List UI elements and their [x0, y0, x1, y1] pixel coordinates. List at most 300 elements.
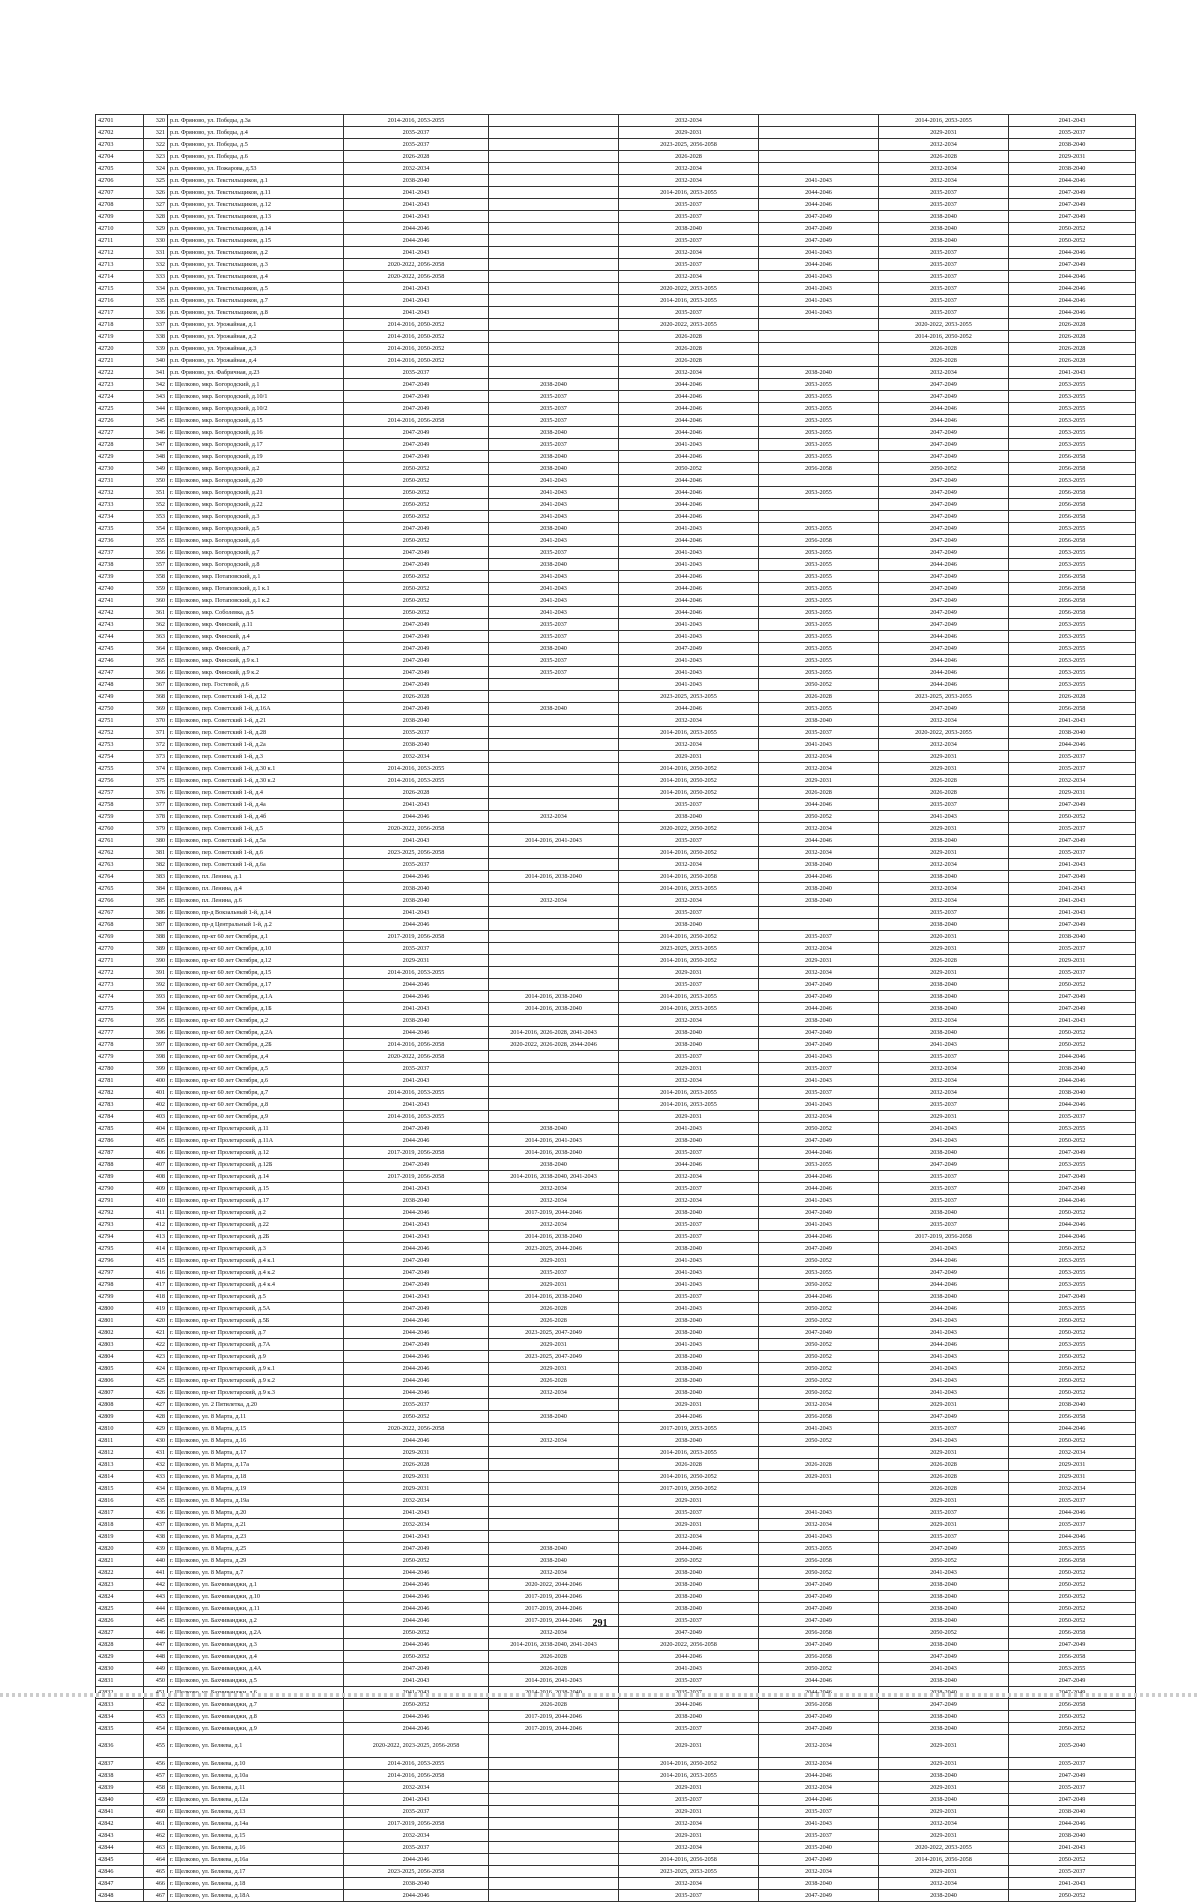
cell-period-3: 2014-2016, 2050-2058: [619, 871, 759, 883]
cell-period-6: 2053-2055: [1009, 679, 1136, 691]
cell-row-id: 42799: [96, 1291, 144, 1303]
cell-address: г. Щелково, пр-кт Пролетарский, д.7А: [168, 1339, 344, 1351]
cell-address: г. Щелково, мкр. Богородский, д.20: [168, 475, 344, 487]
cell-period-6: 2026-2028: [1009, 343, 1136, 355]
cell-period-2: 2032-2034: [489, 1219, 619, 1231]
cell-period-2: 2014-2016, 2038-2040: [489, 1291, 619, 1303]
cell-address: г. Щелково, ул. Беляева, д.16а: [168, 1854, 344, 1866]
cell-row-number: 345: [144, 415, 168, 427]
cell-period-3: 2014-2016, 2053-2055: [619, 991, 759, 1003]
cell-row-id: 42769: [96, 931, 144, 943]
cell-period-6: 2056-2058: [1009, 487, 1136, 499]
cell-row-id: 42744: [96, 631, 144, 643]
cell-period-3: 2020-2022, 2053-2055: [619, 283, 759, 295]
cell-period-1: 2047-2049: [344, 547, 489, 559]
cell-period-5: 2032-2034: [879, 1075, 1009, 1087]
cell-row-number: 323: [144, 151, 168, 163]
cell-period-5: 2026-2028: [879, 343, 1009, 355]
cell-period-4: 2050-2052: [759, 1387, 879, 1399]
cell-period-4: 2041-2043: [759, 1195, 879, 1207]
cell-row-number: 436: [144, 1507, 168, 1519]
cell-row-id: 42757: [96, 787, 144, 799]
cell-period-4: 2053-2055: [759, 451, 879, 463]
cell-row-id: 42723: [96, 379, 144, 391]
cell-row-number: 368: [144, 691, 168, 703]
cell-row-id: 42704: [96, 151, 144, 163]
cell-period-1: 2020-2022, 2056-2058: [344, 1051, 489, 1063]
cell-period-5: 2044-2046: [879, 1339, 1009, 1351]
cell-row-number: 370: [144, 715, 168, 727]
cell-period-6: 2044-2046: [1009, 1423, 1136, 1435]
cell-row-number: 445: [144, 1615, 168, 1627]
cell-period-4: 2035-2037: [759, 727, 879, 739]
cell-row-number: 377: [144, 799, 168, 811]
cell-row-number: 423: [144, 1351, 168, 1363]
cell-period-3: 2041-2043: [619, 547, 759, 559]
cell-row-number: 359: [144, 583, 168, 595]
cell-period-5: 2032-2034: [879, 1063, 1009, 1075]
cell-row-id: 42817: [96, 1507, 144, 1519]
cell-address: г. Щелково, ул. 8 Марта, д.17: [168, 1447, 344, 1459]
cell-row-number: 380: [144, 835, 168, 847]
cell-period-6: 2041-2043: [1009, 859, 1136, 871]
table-body: [96, 115, 1136, 1902]
table-row: [96, 235, 1136, 247]
cell-period-4: 2053-2055: [759, 1267, 879, 1279]
cell-period-1: 2047-2049: [344, 1303, 489, 1315]
cell-row-number: 372: [144, 739, 168, 751]
cell-row-number: 383: [144, 871, 168, 883]
cell-period-6: 2026-2028: [1009, 691, 1136, 703]
cell-row-id: 42736: [96, 535, 144, 547]
cell-period-3: 2032-2034: [619, 271, 759, 283]
cell-row-number: 335: [144, 295, 168, 307]
cell-period-2: 2032-2034: [489, 1183, 619, 1195]
cell-period-5: 2029-2031: [879, 1399, 1009, 1411]
table-row: [96, 247, 1136, 259]
cell-period-6: 2044-2046: [1009, 295, 1136, 307]
table-row: [96, 667, 1136, 679]
cell-period-6: 2044-2046: [1009, 1818, 1136, 1830]
cell-address: г. Щелково, пр-кт Пролетарский, д.5А: [168, 1303, 344, 1315]
cell-row-id: 42728: [96, 439, 144, 451]
cell-period-5: 2035-2037: [879, 271, 1009, 283]
cell-row-id: 42812: [96, 1447, 144, 1459]
cell-address: г. Щелково, пр-кт Пролетарский, д.2Б: [168, 1231, 344, 1243]
table-row: [96, 1411, 1136, 1423]
cell-period-3: 2032-2034: [619, 247, 759, 259]
cell-period-1: 2050-2052: [344, 1627, 489, 1639]
cell-period-5: 2047-2049: [879, 619, 1009, 631]
cell-period-1: 2029-2031: [344, 1471, 489, 1483]
cell-period-4: 2053-2055: [759, 583, 879, 595]
cell-row-number: 362: [144, 619, 168, 631]
cell-period-1: 2044-2046: [344, 1387, 489, 1399]
cell-period-5: 2035-2037: [879, 259, 1009, 271]
cell-period-3: 2044-2046: [619, 487, 759, 499]
cell-period-4: 2044-2046: [759, 1231, 879, 1243]
cell-row-id: 42756: [96, 775, 144, 787]
cell-period-4: 2047-2049: [759, 1615, 879, 1627]
cell-period-5: 2035-2037: [879, 1195, 1009, 1207]
cell-address: г. Щелково, пр-кт Пролетарский, д.3: [168, 1243, 344, 1255]
cell-period-4: 2044-2046: [759, 259, 879, 271]
cell-row-id: 42743: [96, 619, 144, 631]
cell-row-id: 42788: [96, 1159, 144, 1171]
table-row: [96, 799, 1136, 811]
cell-period-2: 2035-2037: [489, 547, 619, 559]
cell-period-1: 2014-2016, 2053-2055: [344, 1758, 489, 1770]
cell-address: г. Щелково, пл. Ленина, д.1: [168, 871, 344, 883]
cell-period-6: 2056-2058: [1009, 1411, 1136, 1423]
cell-period-6: 2035-2037: [1009, 943, 1136, 955]
cell-address: г. Щелково, пр-кт 60 лет Октября, д.8: [168, 1099, 344, 1111]
cell-period-2: [489, 967, 619, 979]
cell-period-5: 2032-2034: [879, 1087, 1009, 1099]
table-row: [96, 1699, 1136, 1711]
cell-period-3: 2035-2037: [619, 1147, 759, 1159]
cell-period-1: 2014-2016, 2053-2055: [344, 763, 489, 775]
cell-period-3: 2035-2037: [619, 1507, 759, 1519]
cell-address: г. Щелково, мкр. Богородский, д.6: [168, 535, 344, 547]
cell-period-2: 2038-2040: [489, 1411, 619, 1423]
cell-period-3: 2038-2040: [619, 1591, 759, 1603]
cell-period-3: 2044-2046: [619, 1699, 759, 1711]
cell-period-1: 2044-2046: [344, 811, 489, 823]
cell-address: г. Щелково, пр-кт Пролетарский, д.2: [168, 1207, 344, 1219]
cell-period-2: 2023-2025, 2047-2049: [489, 1327, 619, 1339]
cell-row-number: 457: [144, 1770, 168, 1782]
cell-address: г. Щелково, пл. Ленина, д.6: [168, 895, 344, 907]
table-row: [96, 859, 1136, 871]
table-row: [96, 163, 1136, 175]
table-row: [96, 1507, 1136, 1519]
cell-period-4: 2032-2034: [759, 1782, 879, 1794]
cell-period-6: 2050-2052: [1009, 1135, 1136, 1147]
cell-period-5: 2047-2049: [879, 1651, 1009, 1663]
cell-period-2: [489, 115, 619, 127]
cell-row-number: 421: [144, 1327, 168, 1339]
table-row: [96, 751, 1136, 763]
cell-period-3: 2038-2040: [619, 1243, 759, 1255]
cell-row-id: 42741: [96, 595, 144, 607]
cell-period-2: 2038-2040: [489, 379, 619, 391]
cell-period-1: 2026-2028: [344, 151, 489, 163]
cell-period-5: 2047-2049: [879, 1411, 1009, 1423]
cell-row-number: 444: [144, 1603, 168, 1615]
cell-period-1: 2041-2043: [344, 1099, 489, 1111]
cell-address: г. Щелково, ул. 8 Марта, д.19а: [168, 1495, 344, 1507]
cell-period-1: 2014-2016, 2056-2058: [344, 415, 489, 427]
cell-period-6: 2050-2052: [1009, 1890, 1136, 1902]
cell-period-2: [489, 715, 619, 727]
cell-row-number: 415: [144, 1255, 168, 1267]
cell-row-number: 369: [144, 703, 168, 715]
cell-period-6: 2035-2037: [1009, 1758, 1136, 1770]
cell-period-4: 2032-2034: [759, 943, 879, 955]
cell-period-1: 2020-2022, 2056-2058: [344, 823, 489, 835]
cell-address: г. Щелково, мкр. Финский, д.9 к.1: [168, 655, 344, 667]
cell-period-3: 2050-2052: [619, 1555, 759, 1567]
table-row: [96, 1675, 1136, 1687]
cell-row-number: 464: [144, 1854, 168, 1866]
cell-address: г. Щелково, пр-кт Пролетарский, д.17: [168, 1195, 344, 1207]
cell-period-2: 2032-2034: [489, 895, 619, 907]
cell-period-4: 2053-2055: [759, 523, 879, 535]
cell-row-id: 42765: [96, 883, 144, 895]
cell-period-5: 2041-2043: [879, 1435, 1009, 1447]
cell-period-3: 2032-2034: [619, 1878, 759, 1890]
cell-period-2: 2041-2043: [489, 475, 619, 487]
cell-period-2: 2020-2022, 2026-2028, 2044-2046: [489, 1039, 619, 1051]
table-row: [96, 655, 1136, 667]
cell-period-6: 2053-2055: [1009, 655, 1136, 667]
cell-period-6: 2044-2046: [1009, 175, 1136, 187]
cell-row-id: 42846: [96, 1866, 144, 1878]
cell-period-6: 2047-2049: [1009, 211, 1136, 223]
cell-row-number: 416: [144, 1267, 168, 1279]
cell-row-id: 42722: [96, 367, 144, 379]
cell-period-5: 2035-2037: [879, 1051, 1009, 1063]
cell-period-4: 2032-2034: [759, 751, 879, 763]
cell-period-5: 2047-2049: [879, 1543, 1009, 1555]
cell-address: г. Щелково, мкр. Богородский, д.7: [168, 547, 344, 559]
cell-address: г. Щелково, пр-кт Пролетарский, д.22: [168, 1219, 344, 1231]
cell-period-1: 2047-2049: [344, 1255, 489, 1267]
cell-period-3: 2014-2016, 2053-2055: [619, 295, 759, 307]
table-row: [96, 1363, 1136, 1375]
cell-period-6: 2050-2052: [1009, 1207, 1136, 1219]
cell-period-6: 2053-2055: [1009, 475, 1136, 487]
cell-row-id: 42775: [96, 1003, 144, 1015]
cell-period-4: 2050-2052: [759, 1375, 879, 1387]
cell-period-5: 2038-2040: [879, 1770, 1009, 1782]
cell-period-2: [489, 1447, 619, 1459]
cell-period-1: 2044-2046: [344, 1027, 489, 1039]
cell-address: г. Щелково, ул. 8 Марта, д.11: [168, 1411, 344, 1423]
cell-period-4: 2032-2034: [759, 847, 879, 859]
cell-period-2: [489, 1087, 619, 1099]
cell-row-id: 42713: [96, 259, 144, 271]
cell-period-2: 2014-2016, 2038-2040, 2041-2043: [489, 1171, 619, 1183]
cell-row-id: 42828: [96, 1639, 144, 1651]
cell-row-number: 373: [144, 751, 168, 763]
cell-row-number: 431: [144, 1447, 168, 1459]
cell-period-6: 2050-2052: [1009, 1039, 1136, 1051]
cell-period-4: 2053-2055: [759, 559, 879, 571]
cell-period-3: 2026-2028: [619, 343, 759, 355]
cell-period-3: 2035-2037: [619, 259, 759, 271]
cell-period-3: 2014-2016, 2053-2055: [619, 1770, 759, 1782]
cell-row-id: 42768: [96, 919, 144, 931]
cell-period-1: 2044-2046: [344, 1639, 489, 1651]
cell-period-3: 2041-2043: [619, 1663, 759, 1675]
cell-period-6: 2053-2055: [1009, 415, 1136, 427]
cell-address: г. Щелково, пр-кт Пролетарский, д.15: [168, 1183, 344, 1195]
cell-period-2: 2035-2037: [489, 1267, 619, 1279]
table-row: [96, 175, 1136, 187]
cell-period-6: 2053-2055: [1009, 1159, 1136, 1171]
cell-row-number: 326: [144, 187, 168, 199]
cell-period-6: 2053-2055: [1009, 391, 1136, 403]
cell-period-1: 2050-2052: [344, 595, 489, 607]
cell-period-4: 2044-2046: [759, 799, 879, 811]
cell-address: р.п. Фряново, ул. Текстильщиков, д.14: [168, 223, 344, 235]
cell-period-3: 2044-2046: [619, 379, 759, 391]
cell-row-id: 42717: [96, 307, 144, 319]
cell-period-1: 2050-2052: [344, 1411, 489, 1423]
cell-row-id: 42794: [96, 1231, 144, 1243]
cell-period-3: 2029-2031: [619, 751, 759, 763]
cell-row-id: 42811: [96, 1435, 144, 1447]
cell-period-4: [759, 115, 879, 127]
cell-period-1: 2014-2016, 2050-2052: [344, 343, 489, 355]
cell-period-2: [489, 775, 619, 787]
cell-period-3: 2014-2016, 2053-2055: [619, 1003, 759, 1015]
cell-period-1: 2041-2043: [344, 1507, 489, 1519]
cell-period-4: 2053-2055: [759, 1543, 879, 1555]
cell-period-5: 2032-2034: [879, 163, 1009, 175]
cell-period-1: 2035-2037: [344, 1063, 489, 1075]
cell-row-id: 42800: [96, 1303, 144, 1315]
cell-address: г. Щелково, ул. Бахчиванджи, д.10: [168, 1591, 344, 1603]
cell-period-1: 2020-2022, 2023-2025, 2056-2058: [344, 1735, 489, 1758]
cell-address: г. Щелково, пер. Советский 1-й, д.5: [168, 823, 344, 835]
cell-period-6: 2041-2043: [1009, 1842, 1136, 1854]
cell-row-number: 379: [144, 823, 168, 835]
cell-period-6: 2047-2049: [1009, 1183, 1136, 1195]
cell-row-number: 337: [144, 319, 168, 331]
cell-period-5: 2050-2052: [879, 463, 1009, 475]
table-row: [96, 331, 1136, 343]
cell-row-id: 42752: [96, 727, 144, 739]
cell-period-3: 2044-2046: [619, 1651, 759, 1663]
cell-period-1: 2047-2049: [344, 427, 489, 439]
cell-period-3: 2044-2046: [619, 391, 759, 403]
cell-period-5: 2047-2049: [879, 379, 1009, 391]
table-row: [96, 127, 1136, 139]
table-row: [96, 1711, 1136, 1723]
table-row: [96, 1782, 1136, 1794]
cell-period-3: 2020-2022, 2056-2058: [619, 1639, 759, 1651]
cell-address: г. Щелково, пер. Советский 1-й, д.30 к.2: [168, 775, 344, 787]
cell-period-2: 2017-2019, 2044-2046: [489, 1615, 619, 1627]
cell-period-5: 2035-2037: [879, 1423, 1009, 1435]
cell-address: г. Щелково, ул. 8 Марта, д.19: [168, 1483, 344, 1495]
cell-period-1: 2047-2049: [344, 1663, 489, 1675]
cell-period-6: 2044-2046: [1009, 283, 1136, 295]
cell-period-4: 2047-2049: [759, 1603, 879, 1615]
cell-period-2: [489, 331, 619, 343]
cell-period-2: 2032-2034: [489, 1567, 619, 1579]
cell-period-1: 2023-2025, 2056-2058: [344, 1866, 489, 1878]
cell-row-number: 388: [144, 931, 168, 943]
cell-period-3: 2044-2046: [619, 427, 759, 439]
table-row: [96, 511, 1136, 523]
cell-period-5: 2047-2049: [879, 499, 1009, 511]
cell-row-id: 42749: [96, 691, 144, 703]
cell-period-4: 2038-2040: [759, 367, 879, 379]
table-row: [96, 1015, 1136, 1027]
cell-row-id: 42726: [96, 415, 144, 427]
table-row: [96, 439, 1136, 451]
cell-period-3: 2023-2025, 2053-2055: [619, 943, 759, 955]
cell-period-1: 2014-2016, 2053-2055: [344, 775, 489, 787]
cell-period-1: 2047-2049: [344, 619, 489, 631]
cell-row-id: 42758: [96, 799, 144, 811]
cell-period-4: 2041-2043: [759, 1423, 879, 1435]
cell-address: г. Щелково, пр-кт 60 лет Октября, д.5: [168, 1063, 344, 1075]
cell-row-number: 460: [144, 1806, 168, 1818]
cell-period-4: 2053-2055: [759, 619, 879, 631]
cell-period-6: 2041-2043: [1009, 1878, 1136, 1890]
cell-address: р.п. Фряново, ул. Текстильщиков, д.5: [168, 283, 344, 295]
cell-address: г. Щелково, ул. 8 Марта, д.17а: [168, 1459, 344, 1471]
cell-period-2: 2035-2037: [489, 391, 619, 403]
cell-row-number: 355: [144, 535, 168, 547]
cell-period-4: 2026-2028: [759, 1459, 879, 1471]
cell-row-id: 42843: [96, 1830, 144, 1842]
cell-period-4: 2053-2055: [759, 667, 879, 679]
cell-row-id: 42824: [96, 1591, 144, 1603]
cell-address: г. Щелково, пер. Советский 1-й, д.12: [168, 691, 344, 703]
cell-period-3: 2041-2043: [619, 523, 759, 535]
cell-period-6: 2047-2049: [1009, 799, 1136, 811]
cell-period-5: 2047-2049: [879, 703, 1009, 715]
cell-address: р.п. Фряново, ул. Текстильщиков, д.3: [168, 259, 344, 271]
cell-row-number: 453: [144, 1711, 168, 1723]
table-row: [96, 895, 1136, 907]
table-row: [96, 1603, 1136, 1615]
cell-period-2: 2035-2037: [489, 667, 619, 679]
cell-period-1: 2050-2052: [344, 571, 489, 583]
table-row: [96, 499, 1136, 511]
cell-period-1: 2044-2046: [344, 1567, 489, 1579]
table-row: [96, 343, 1136, 355]
table-row: [96, 1483, 1136, 1495]
cell-row-id: 42808: [96, 1399, 144, 1411]
cell-period-4: 2050-2052: [759, 1363, 879, 1375]
cell-address: г. Щелково, пр-кт Пролетарский, д.14: [168, 1171, 344, 1183]
cell-row-number: 442: [144, 1579, 168, 1591]
cell-row-id: 42709: [96, 211, 144, 223]
cell-period-6: 2050-2052: [1009, 1243, 1136, 1255]
cell-period-5: 2032-2034: [879, 895, 1009, 907]
cell-period-3: 2041-2043: [619, 559, 759, 571]
cell-period-4: 2056-2058: [759, 1699, 879, 1711]
cell-period-4: 2035-2037: [759, 1806, 879, 1818]
cell-period-4: 2032-2034: [759, 823, 879, 835]
table-row: [96, 535, 1136, 547]
cell-address: г. Щелково, ул. 8 Марта, д.21: [168, 1519, 344, 1531]
cell-row-id: 42836: [96, 1735, 144, 1758]
cell-period-3: 2014-2016, 2050-2052: [619, 931, 759, 943]
cell-address: г. Щелково, мкр. Богородский, д.8: [168, 559, 344, 571]
cell-row-id: 42790: [96, 1183, 144, 1195]
cell-period-2: 2041-2043: [489, 535, 619, 547]
cell-period-6: 2044-2046: [1009, 1231, 1136, 1243]
cell-period-6: 2056-2058: [1009, 571, 1136, 583]
cell-period-6: 2050-2052: [1009, 1375, 1136, 1387]
cell-period-2: [489, 355, 619, 367]
cell-period-6: 2038-2040: [1009, 139, 1136, 151]
cell-row-id: 42844: [96, 1842, 144, 1854]
cell-row-number: 333: [144, 271, 168, 283]
cell-row-id: 42779: [96, 1051, 144, 1063]
cell-period-1: 2041-2043: [344, 1531, 489, 1543]
cell-period-2: [489, 859, 619, 871]
cell-period-6: 2053-2055: [1009, 439, 1136, 451]
